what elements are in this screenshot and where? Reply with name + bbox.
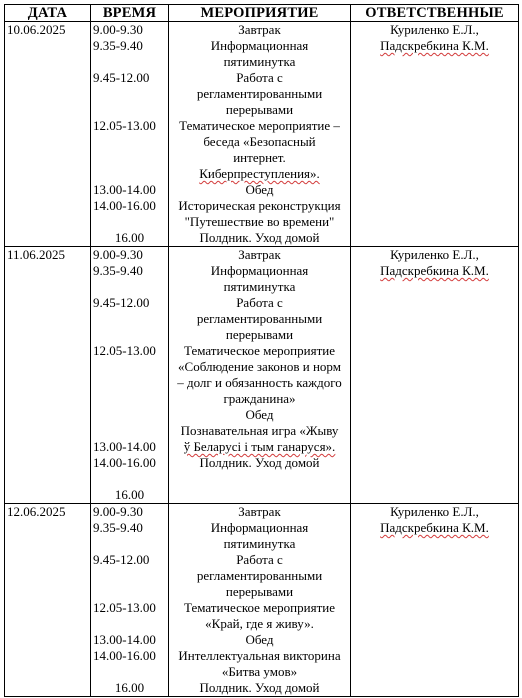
- event-line: Работа с: [236, 552, 283, 567]
- date-text: 12.06.2025: [7, 504, 66, 519]
- time-slot: 9.35-9.40: [93, 520, 143, 535]
- time-cell: [91, 504, 169, 697]
- header-event: МЕРОПРИЯТИЕ: [169, 5, 351, 22]
- header-date: ДАТА: [5, 5, 91, 22]
- time-slot: 9.45-12.00: [93, 70, 150, 85]
- event-line: «Битва умов»: [221, 664, 298, 679]
- event-line: пятиминутка: [223, 279, 296, 294]
- event-line: Полдник. Уход домой: [199, 680, 320, 695]
- event-line: Информационная: [210, 520, 309, 535]
- event-line: Тематическое мероприятие: [184, 600, 335, 615]
- time-slot: [93, 536, 166, 552]
- event-line: – долг и обязанность каждого: [177, 375, 342, 390]
- responsible-line: Куриленко Е.Л.,: [390, 504, 479, 519]
- time-slot: [93, 568, 166, 584]
- event-line: Работа с: [236, 295, 283, 310]
- date-text: 10.06.2025: [7, 22, 66, 37]
- responsible-line: Падскребкина К.М.: [380, 38, 489, 53]
- time-slot: 9.00-9.30: [93, 247, 143, 262]
- time-slot: [93, 359, 166, 375]
- event-line: «Соблюдение законов и норм: [178, 359, 341, 374]
- time-slot: [93, 471, 166, 487]
- event-line: Завтрак: [238, 504, 281, 519]
- event-line: "Путешествие во времени": [184, 214, 335, 229]
- day-row-3: [5, 504, 519, 697]
- time-slot: 9.45-12.00: [93, 552, 150, 567]
- time-cell: [91, 247, 169, 504]
- event-line: Познавательная игра «Жыву: [180, 423, 339, 438]
- date-cell: [5, 22, 91, 247]
- event-line: беседа «Безопасный: [203, 134, 316, 149]
- time-slot: [93, 134, 166, 150]
- time-slot: [93, 407, 166, 423]
- time-slot: 13.00-14.00: [93, 182, 156, 197]
- time-slot: [93, 214, 166, 230]
- day-row-2: [5, 247, 519, 504]
- time-slot: [93, 664, 166, 680]
- event-line: ў Беларусі і тым ганаруся».: [183, 439, 336, 454]
- event-line: Полдник. Уход домой: [199, 455, 320, 470]
- event-cell: [169, 504, 351, 697]
- event-cell: [169, 247, 351, 504]
- time-slot: [93, 616, 166, 632]
- event-line: Обед: [245, 632, 274, 647]
- event-line: Киберпреступления».: [199, 166, 320, 181]
- event-line: Обед: [245, 182, 274, 197]
- time-slot: [93, 311, 166, 327]
- responsible-line: Куриленко Е.Л.,: [390, 22, 479, 37]
- event-line: Завтрак: [238, 22, 281, 37]
- time-slot: 12.05-13.00: [93, 118, 156, 133]
- event-line: Работа с: [236, 70, 283, 85]
- time-slot: 16.00: [114, 487, 145, 502]
- time-slot: 9.00-9.30: [93, 504, 143, 519]
- time-slot: 14.00-16.00: [93, 455, 156, 470]
- event-line: [171, 471, 348, 487]
- event-line: Тематическое мероприятие –: [179, 118, 340, 133]
- event-line: регламентированными: [196, 568, 323, 583]
- responsible-line: Куриленко Е.Л.,: [390, 247, 479, 262]
- time-slot: [93, 86, 166, 102]
- time-slot: [93, 166, 166, 182]
- time-slot: 9.45-12.00: [93, 295, 150, 310]
- date-cell: [5, 504, 91, 697]
- responsible-cell: [351, 22, 519, 247]
- event-line: регламентированными: [196, 311, 323, 326]
- event-line: Информационная: [210, 263, 309, 278]
- time-slot: 14.00-16.00: [93, 198, 156, 213]
- event-line: регламентированными: [196, 86, 323, 101]
- event-line: Информационная: [210, 38, 309, 53]
- date-text: 11.06.2025: [7, 247, 66, 262]
- time-cell: [91, 22, 169, 247]
- time-slot: 12.05-13.00: [93, 343, 156, 358]
- responsible-cell: [351, 247, 519, 504]
- header-responsible: ОТВЕТСТВЕННЫЕ: [351, 5, 519, 22]
- time-slot: [93, 423, 166, 439]
- event-line: перерывами: [225, 327, 294, 342]
- time-slot: [93, 279, 166, 295]
- event-line: гражданина»: [223, 391, 296, 406]
- responsible-cell: [351, 504, 519, 697]
- time-slot: 12.05-13.00: [93, 600, 156, 615]
- time-slot: 13.00-14.00: [93, 632, 156, 647]
- event-line: «Край, где я живу».: [205, 616, 314, 631]
- event-line: перерывами: [225, 584, 294, 599]
- event-line: перерывами: [225, 102, 294, 117]
- event-line: [171, 487, 348, 503]
- header-row: [5, 5, 519, 22]
- time-slot: 9.00-9.30: [93, 22, 143, 37]
- time-slot: 13.00-14.00: [93, 439, 156, 454]
- responsible-line: Падскребкина К.М.: [380, 263, 489, 278]
- event-line: Историческая реконструкция: [178, 198, 341, 213]
- time-slot: 16.00: [114, 680, 145, 695]
- event-line: Тематическое мероприятие: [184, 343, 335, 358]
- event-line: Интеллектуальная викторина: [178, 648, 341, 663]
- event-line: пятиминутка: [223, 536, 296, 551]
- time-slot: 9.35-9.40: [93, 38, 143, 53]
- time-slot: 16.00: [114, 230, 145, 245]
- event-cell: [169, 22, 351, 247]
- event-line: Полдник. Уход домой: [199, 230, 320, 245]
- time-slot: 14.00-16.00: [93, 648, 156, 663]
- header-time: ВРЕМЯ: [91, 5, 169, 22]
- time-slot: [93, 150, 166, 166]
- event-line: Завтрак: [238, 247, 281, 262]
- time-slot: [93, 327, 166, 343]
- schedule-table: [4, 4, 519, 697]
- day-row-1: [5, 22, 519, 247]
- responsible-line: Падскребкина К.М.: [380, 520, 489, 535]
- event-line: интернет.: [233, 150, 286, 165]
- event-line: Обед: [245, 407, 274, 422]
- time-slot: [93, 375, 166, 391]
- time-slot: [93, 391, 166, 407]
- time-slot: 9.35-9.40: [93, 263, 143, 278]
- time-slot: [93, 54, 166, 70]
- time-slot: [93, 102, 166, 118]
- time-slot: [93, 584, 166, 600]
- event-line: пятиминутка: [223, 54, 296, 69]
- date-cell: [5, 247, 91, 504]
